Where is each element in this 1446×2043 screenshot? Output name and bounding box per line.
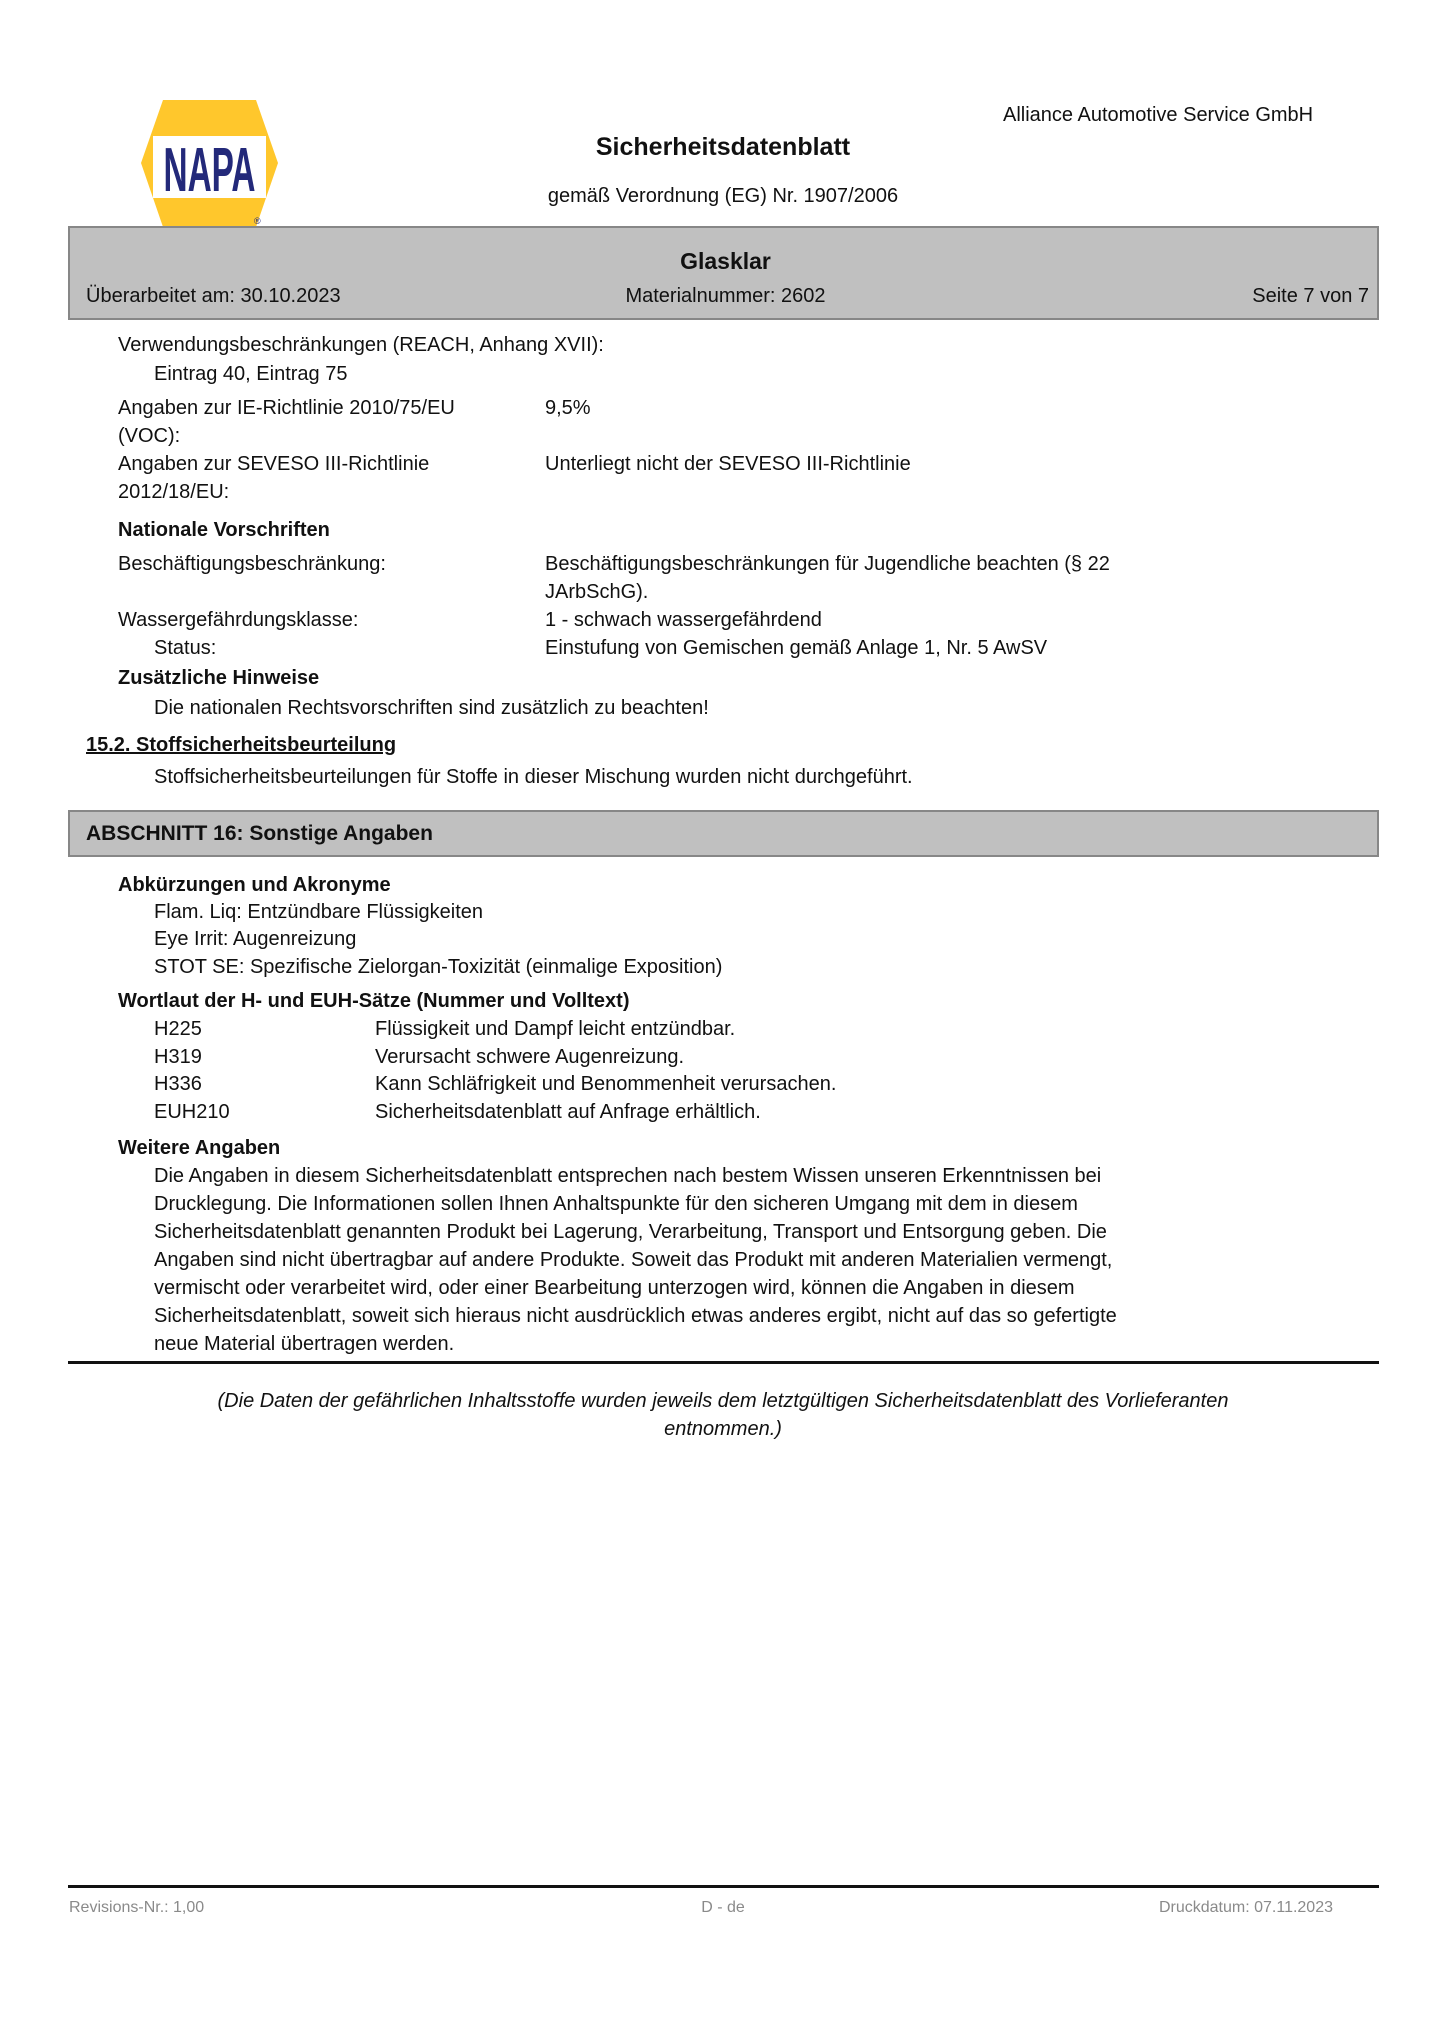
status-label: Status: (154, 637, 217, 659)
further-info-line: neue Material übertragen werden. (154, 1333, 455, 1355)
section-16-title: ABSCHNITT 16: Sonstige Angaben (86, 822, 433, 845)
material-number: Materialnummer: 2602 (625, 285, 826, 307)
h-statement-text: Kann Schläfrigkeit und Benommenheit verursachen. (375, 1073, 837, 1095)
restrictions-value: Eintrag 40, Eintrag 75 (154, 363, 348, 385)
employment-value-line2: JArbSchG). (545, 581, 649, 603)
document-title: Sicherheitsdatenblatt (595, 133, 851, 161)
water-hazard-label: Wassergefährdungsklasse: (118, 609, 359, 631)
employment-value-line1: Beschäftigungsbeschränkungen für Jugendliche beachten (§ 22 (545, 553, 1110, 575)
page-number: Seite 7 von 7 (1252, 285, 1369, 307)
subsection-15-2-text: Stoffsicherheitsbeurteilungen für Stoffe in dieser Mischung wurden nicht durchgeführt. (154, 766, 913, 788)
print-date: Druckdatum: 07.11.2023 (1158, 1899, 1333, 1916)
further-info-line: Angaben sind nicht übertragbar auf andere Produkte. Soweit das Produkt mit anderen Materialien vermengt, (154, 1249, 1113, 1271)
employment-label: Beschäftigungsbeschränkung: (118, 553, 386, 575)
supplier-footnote (150, 1387, 1296, 1443)
restrictions-label: Verwendungsbeschränkungen (REACH, Anhang XVII): (118, 334, 604, 356)
h-statement-text: Flüssigkeit und Dampf leicht entzündbar. (375, 1018, 736, 1040)
h-statement-code: EUH210 (154, 1101, 230, 1123)
additional-heading: Zusätzliche Hinweise (118, 667, 320, 689)
section-16-header (68, 810, 1379, 857)
further-info-heading: Weitere Angaben (118, 1137, 281, 1159)
product-name: Glasklar (680, 248, 771, 274)
company-name: Alliance Automotive Service GmbH (1003, 104, 1314, 126)
additional-text: Die nationalen Rechtsvorschriften sind zusätzlich zu beachten! (154, 697, 709, 719)
revision-date: Überarbeitet am: 30.10.2023 (86, 285, 341, 307)
language-code: D - de (701, 1899, 745, 1916)
national-heading: Nationale Vorschriften (118, 519, 330, 541)
water-hazard-value: 1 - schwach wassergefährdend (545, 609, 822, 631)
seveso-value: Unterliegt nicht der SEVESO III-Richtlinie (545, 453, 911, 475)
revision-number: Revisions-Nr.: 1,00 (69, 1899, 205, 1916)
h-statement-code: H336 (154, 1073, 202, 1095)
further-info-line: Sicherheitsdatenblatt, soweit sich hieraus nicht ausdrücklich etwas anderes ergibt, nicht auf das so gefertigte (154, 1305, 1117, 1327)
section-end-rule (68, 1361, 1379, 1364)
further-info-line: Drucklegung. Die Informationen sollen Ihnen Anhaltspunkte für den sicheren Umgang mit dem in diesem (154, 1193, 1078, 1215)
seveso-label-line2: 2012/18/EU: (118, 481, 230, 503)
h-statement-code: H225 (154, 1018, 202, 1040)
further-info-line: vermischt oder verarbeitet wird, oder einer Bearbeitung unterzogen wird, können die Angaben in diesem (154, 1277, 1075, 1299)
abbreviation-item: Eye Irrit: Augenreizung (154, 928, 357, 950)
registered-mark: ® (254, 216, 261, 226)
subsection-15-2-heading: 15.2. Stoffsicherheitsbeurteilung (86, 734, 397, 756)
document-subtitle: gemäß Verordnung (EG) Nr. 1907/2006 (547, 185, 899, 207)
product-header-box (68, 226, 1379, 320)
h-statement-text: Sicherheitsdatenblatt auf Anfrage erhältlich. (375, 1101, 761, 1123)
h-statement-code: H319 (154, 1046, 202, 1068)
voc-label-line2: (VOC): (118, 425, 181, 447)
further-info-line: Sicherheitsdatenblatt genannten Produkt bei Lagerung, Verarbeitung, Transport und Entsorgung geben. Die (154, 1221, 1107, 1243)
footer-rule (68, 1885, 1379, 1888)
h-statement-text: Verursacht schwere Augenreizung. (375, 1046, 685, 1068)
abbreviation-item: Flam. Liq: Entzündbare Flüssigkeiten (154, 901, 484, 923)
abbreviation-item: STOT SE: Spezifische Zielorgan-Toxizität (einmalige Exposition) (154, 956, 723, 978)
abbreviations-heading: Abkürzungen und Akronyme (118, 874, 391, 896)
further-info-line: Die Angaben in diesem Sicherheitsdatenblatt entsprechen nach bestem Wissen unseren Erkenntnissen bei (154, 1165, 1102, 1187)
footnote-line1: (Die Daten der gefährlichen Inhaltsstoffe wurden jeweils dem letztgültigen Sicherheitsdatenblatt des Vorlieferanten (217, 1390, 1229, 1412)
seveso-label-line1: Angaben zur SEVESO III-Richtlinie (118, 453, 430, 475)
status-value: Einstufung von Gemischen gemäß Anlage 1, Nr. 5 AwSV (545, 637, 1048, 659)
footnote-line2: entnommen.) (664, 1418, 782, 1440)
voc-label-line1: Angaben zur IE-Richtlinie 2010/75/EU (118, 397, 455, 419)
h-statements-heading: Wortlaut der H- und EUH-Sätze (Nummer und Volltext) (118, 990, 630, 1012)
logo-text: NAPA (163, 136, 256, 205)
voc-value: 9,5% (545, 397, 591, 419)
